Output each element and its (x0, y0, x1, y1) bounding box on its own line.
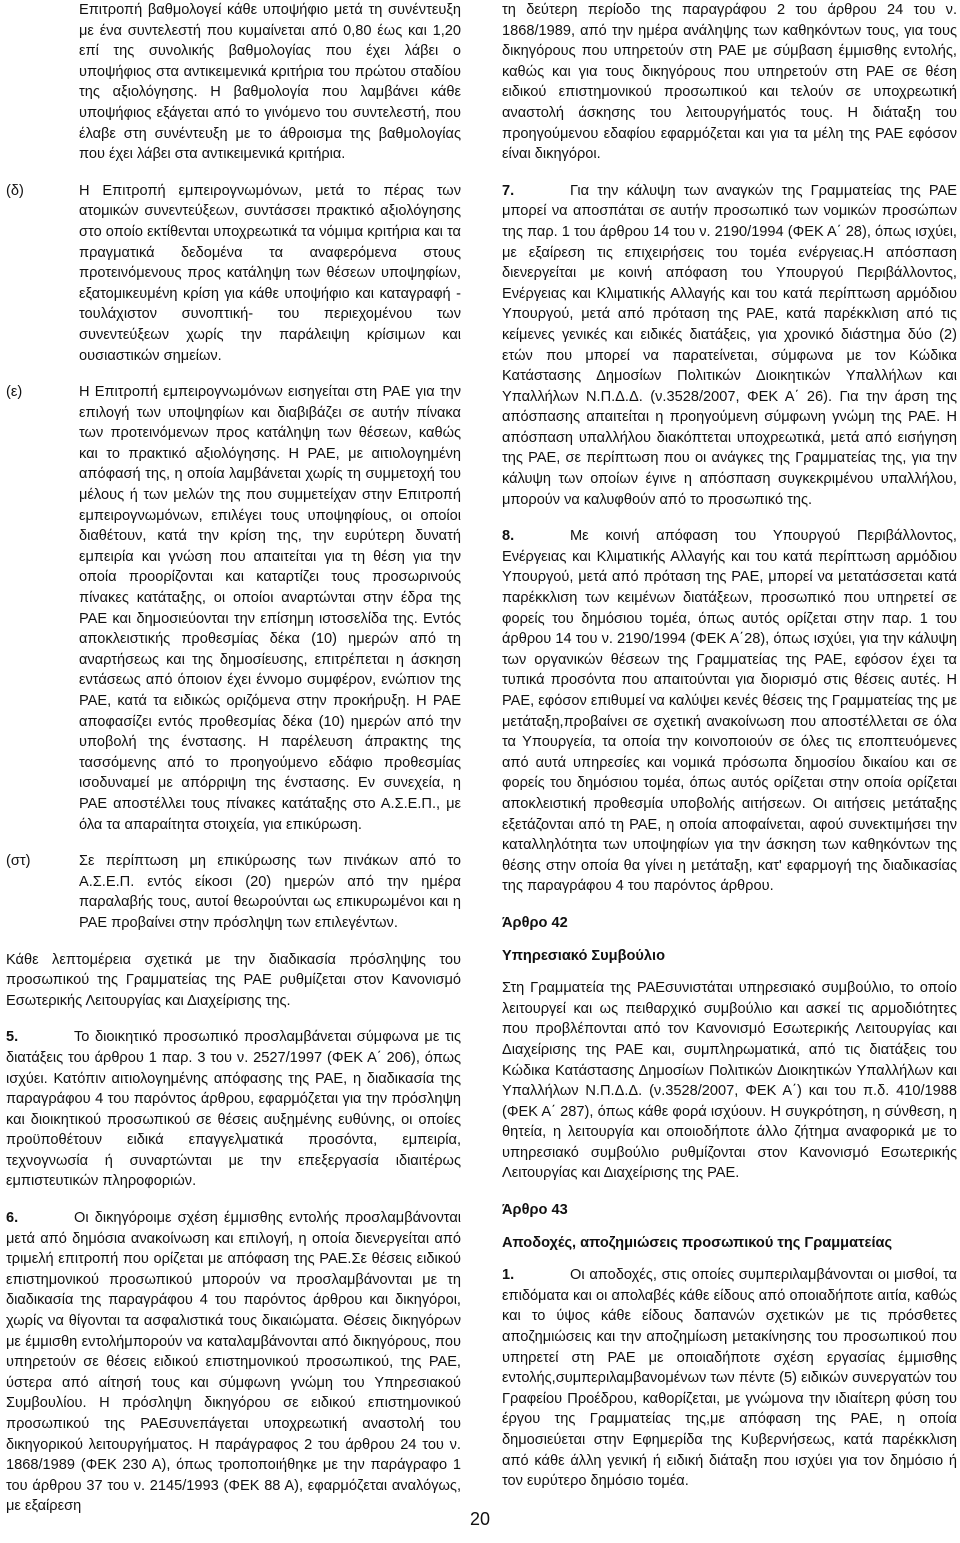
article-42-title: Άρθρο 42 (502, 914, 568, 931)
paragraph-number: 7. (502, 182, 515, 199)
list-item-text: Η Επιτροπή εμπειρογνωμόνων εισηγείται στη ΡΑΕ για την επιλογή των υποψηφίων και διαβιβάζει σε αυτήν πίνακα των προτεινόμενων προς κατάληψη των θέσεων, καθώς και το πρακτικό αξιολόγησης. Η ΡΑΕ, με αιτιολογημένη απόφασή της, η οποία λαμβάνεται χωρίς τη συμμετοχή του μέλους ή των μελών της που συμμετείχαν στην Επιτροπή εμπειρογνωμόνων, επιλέγει τους υποψηφίους, οι οποίοι διαθέτουν, κατά την κρίση της, την ευρύτερη δυνατή εμπειρία και γνώση που απαιτείται για τη θέση για την οποία προορίζονται και καταρτίζει τους προσωρινούς πίνακες κατάταξης, οι οποίοι αναρτώνται στην έδρα της ΡΑΕ και δημοσιεύονται την επίσημη ιστοσελίδα της. Εντός αποκλειστικής προθεσμίας δέκα (10) ημερών από τη αναρτήσεως και της δημοσίευσης, επιτρέπεται η άσκηση εντάσεως από όποιον έχει έννομο συμφέρον, ενώπιον της ΡΑΕ, κατά τα ειδικώς οριζόμενα στην προκήρυξη. Η ΡΑΕ αποφασίζει εντός προθεσμίας δέκα (10) ημερών από την υποβολή της ένστασης. Η παρέλευση άπρακτης της τασσόμενης από το προηγούμενο εδάφιο προθεσμίας ισοδυναμεί με απόρριψη της ένστασης. Εν συνεχεία, η ΡΑΕ αποστέλλει τους πίνακες κατάταξης στο Α.Σ.Ε.Π., με όλα τα απαραίτητα στοιχεία, για επικύρωση. (79, 384, 461, 833)
list-marker: (στ) (6, 853, 31, 870)
list-item-d (6, 181, 461, 366)
paragraph-5 (6, 1027, 461, 1192)
page-number: 20 (469, 1509, 491, 1529)
list-item-text: Σε περίπτωση μη επικύρωσης των πινάκων από το Α.Σ.Ε.Π. εντός είκοσι (20) ημερών από την ημέρα παραλαβής τους, αυτοί θεωρούνται ως επικυρωμένοι και η ΡΑΕ προβαίνει στην πρόσληψη των επιλεγέντων. (79, 853, 461, 931)
paragraph-number: 6. (6, 1210, 19, 1227)
paragraph-text: Οι δικηγόροιμε σχέση έμμισθης εντολής προσλαμβάνονται μετά από δημόσια ανακοίνωση και επιλογή, η οποία διενεργείται από τριμελή επιτροπή που ορίζεται με απόφαση της ΡΑΕ.Σε θέσεις ειδικού επιστημονικού προσωπικού μπορούν να προσλαμβάνονται με τη διαδικασία της παραγράφου 4 του παρόντος άρθρου και δικηγόροι, χωρίς να θίγονται τα ασφαλιστικά τους δικαιώματα. Θέσεις δικηγόρων με έμμισθη εντολήμπορούν να καταλαμβάνονται από δικηγόρους, που υπηρετούν σε θέσεις ειδικού επιστημονικού προσωπικού, της ΡΑΕ, ύστερα από αίτησή τους και σύμφωνη γνώμη του Υπηρεσιακού Συμβουλίου. Η πρόσληψη δικηγόρου σε ειδικού επιστημονικού προσωπικού της ΡΑΕσυνεπάγεται υποχρεωτική αναστολή του δικηγορικού λειτουργήματος. Η παράγραφος 2 του άρθρου 24 του ν. 1868/1989 (ΦΕΚ 230 Α), όπως τροποποιήθηκε με την παράγραφο 1 του άρθρου 37 του ν. 2145/1993 (ΦΕΚ 88 Α), εφαρμόζεται αναλόγως, με εξαίρεση (6, 1210, 461, 1515)
list-marker: (ε) (6, 384, 23, 401)
paragraph-number: 5. (6, 1029, 19, 1046)
article-42-text: Στη Γραμματεία της ΡΑΕσυνιστάται υπηρεσιακό συμβούλιο, το οποίο λειτουργεί και ως πειθαρχικό συμβούλιο και ασκεί τις αρμοδιότητες που προβλέπονται από τον Κανονισμό Εσωτερικής Λειτουργίας και Διαχείρισης της ΡΑΕ και, συμπληρωματικά, από τις διατάξεις του Κώδικα Κατάστασης Δημοσίων Πολιτικών Διοικητικών Υπαλλήλων και Υπαλλήλων Ν.Π.Δ.Δ. (ν.3528/2007, ΦΕΚ Α΄) και του π.δ. 410/1988 (ΦΕΚ Α΄ 287), όπως κάθε φορά ισχύουν. Η συγκρότηση, η σύνθεση, η θητεία, η λειτουργία και οποιοδήποτε άλλο ζήτημα αναφορικά με το υπηρεσιακό συμβούλιο ρυθμίζονται στον Κανονισμό Εσωτερικής Λειτουργίας και Διαχείρισης της ΡΑΕ. (502, 980, 957, 1182)
article-43-title: Άρθρο 43 (502, 1202, 568, 1219)
paragraph-text: Οι αποδοχές, στις οποίες συμπεριλαμβάνονται οι μισθοί, τα επιδόματα και οι απολαβές κάθε είδους από οποιαδήποτε αιτία, καθώς και το ύψος κάθε είδους δαπανών σχετικών με τις πρόσθετες αποζημιώσεις και την αποζημίωση μετακίνησης του προσωπικού που υπηρετεί στη ΡΑΕ με οποιαδήποτε σχέση εργασίας έμμισθης εντολής,συμπεριλαμβανομένων των πέντε (5) ειδικών συνεργατών του Γραφείου Προέδρου, καθορίζεται, με γνώμονα την ιδιαίτερη φύση του έργου της Γραμματείας της,με απόφαση της ΡΑΕ, η οποία δημοσιεύεται στην Εφημερίδα της Κυβερνήσεως, κατά παρέκκλιση από κάθε άλλη γενική ή ειδική διάταξη που ισχύει για τον δημόσιο ή τον ευρύτερο δημόσιο τομέα. (502, 1267, 957, 1490)
paragraph-closing: Κάθε λεπτομέρεια σχετικά με την διαδικασία πρόσληψης του προσωπικού της Γραμματείας της ΡΑΕ ρυθμίζεται στον Κανονισμό Εσωτερικής Λειτουργίας και Διαχείρισης της. (6, 951, 461, 1009)
paragraph-text: Για την κάλυψη των αναγκών της Γραμματείας της ΡΑΕ μπορεί να αποσπάται σε αυτήν προσωπικό των νομικών προσώπων της παρ. 1 του άρθρου 14 του ν. 2190/1994 (ΦΕΚ Α΄ 28), όπως ισχύει, με εξαίρεση τις επιχειρήσεις του τομέα ενέργειας.Η απόσπαση διενεργείται με κοινή απόφαση του Υπουργού Περιβάλλοντος, Ενέργειας και Κλιματικής Αλλαγής και του κατά περίπτωση αρμόδιου Υπουργού, μετά από πρόταση της ΡΑΕ, κατά παρέκκλιση από τις κείμενες γενικές και ειδικές διατάξεις, για χρονικό διάστημα δύο (2) ετών που μπορεί να παρατείνεται, σύμφωνα με τον Κώδικα Κατάστασης Δημοσίων Πολιτικών Διοικητικών Υπαλλήλων και Υπαλλήλων Ν.Π.Δ.Δ. (ν.3528/2007, ΦΕΚ Α΄ 26). Για την άρση της απόσπασης απαιτείται η προηγούμενη σύμφωνη γνώμη της ΡΑΕ. Η απόσπαση υπαλλήλου διακόπτεται υποχρεωτικά, μετά από εισήγηση της ΡΑΕ, σε περίπτωση που οι ανάγκες της Γραμματείας της, για την κάλυψη των οποίων έγινε η απόσπαση συγκεκριμένου υπαλλήλου, μπορούν να καλυφθούν από το προσωπικό της. (502, 182, 957, 508)
article-42-subtitle: Υπηρεσιακό Συμβούλιο (502, 947, 665, 964)
paragraph-6 (6, 1208, 461, 1517)
article-43-paragraph-1 (502, 1265, 957, 1492)
right-column (502, 0, 957, 1492)
left-column (6, 0, 461, 1517)
paragraph-text: Το διοικητικό προσωπικό προσλαμβάνεται σύμφωνα με τις διατάξεις του άρθρου 1 παρ. 3 του ν. 2527/1997 (ΦΕΚ Α΄ 206), όπως ισχύει. Κατόπιν αιτιολογημένης απόφασης της ΡΑΕ, η διαδικασία της παραγράφου 4 του παρόντος άρθρου, εφαρμόζεται για την πρόσληψη και διοικητικού προσωπικού σε θέσεις αυξημένης ευθύνης, οι οποίες προϋποθέτουν ειδικά επαγγελματικά προσόντα, εμπειρία, τεχνογνωσία ή συναρτώνται με την επεξεργασία ιδιαιτέρως εμπιστευτικών πληροφοριών. (6, 1029, 461, 1190)
paragraph-7 (502, 181, 957, 511)
paragraph-jury-scoring: Επιτροπή βαθμολογεί κάθε υποψήφιο μετά τη συνέντευξη με ένα συντελεστή που κυμαίνεται από 0,80 έως και 1,20 επί της συνολικής βαθμολογίας που έχει λάβει ο υποψήφιος στα αντικειμενικά κριτήρια του πρώτου σταδίου της αξιολόγησης. Η βαθμολογία που λαμβάνει κάθε υποψήφιος εξάγεται από το γινόμενο του συντελεστή, που έλαβε στη συνέντευξη με το άθροισμα της βαθμολογίας που έχει λάβει στα αντικειμενικά κριτήρια. (79, 2, 461, 163)
list-item-st (6, 851, 461, 933)
list-item-text: Η Επιτροπή εμπειρογνωμόνων, μετά το πέρας των ατομικών συνεντεύξεων, συντάσσει πρακτικό αξιολόγησης στο οποίο εκτίθενται υποχρεωτικά τα νόμιμα κριτήρια και τα πραγματικά δεδομένα τα αναφερόμενα στους προτεινόμενους προς κατάληψη των θέσεων υποψηφίων, εξατομικευμένη κρίση για κάθε υποψήφιο και καταγραφή - τουλάχιστον συνοπτική- του περιεχομένου των συνεντεύξεων χωρίς την παράλειψη κρίσιμων και ουσιαστικών σημείων. (79, 182, 461, 364)
list-item-e (6, 382, 461, 835)
paragraph-continuation: τη δεύτερη περίοδο της παραγράφου 2 του άρθρου 24 του ν. 1868/1989, από την ημέρα ανάληψης των καθηκόντων τους, για τους δικηγόρους που υπηρετούν στη ΡΑΕ με σύμβαση έμμισθης εντολής, καθώς και για τους δικηγόρους που υπηρετούν στη ΡΑΕ σε θέση ειδικού επιστημονικού προσωπικού και τελούν σε υποχρεωτική αναστολή άσκησης του λειτουργήματός τους. Η διάταξη του προηγούμενου εδαφίου εφαρμόζεται και για τα μέλη της ΡΑΕ εφόσον είναι δικηγόροι. (502, 2, 957, 163)
paragraph-number: 1. (502, 1267, 515, 1284)
paragraph-number: 8. (502, 528, 515, 545)
article-43-subtitle: Αποδοχές, αποζημιώσεις προσωπικού της Γραμματείας (502, 1234, 893, 1251)
paragraph-text: Με κοινή απόφαση του Υπουργού Περιβάλλοντος, Ενέργειας και Κλιματικής Αλλαγής και του κατά περίπτωση αρμόδιου Υπουργού, μετά από πρόταση της ΡΑΕ, μπορεί να μετατάσσεται κατά παρέκκλιση των κειμένων διατάξεων, προσωπικό που υπηρετεί σε φορείς του δημόσιου τομέα, όπως αυτός ορίζεται στην παρ. 1 του άρθρου 14 του ν. 2190/1994 (ΦΕΚ Α΄28), όπως ισχύει, για την κάλυψη των οργανικών θέσεων της Γραμματείας της ΡΑΕ, εφόσον έχει τα τυπικά προσόντα που απαιτούνται για διορισμό στις θέσεις αυτές. Η ΡΑΕ, εφόσον επιθυμεί να καλύψει κενές θέσεις της Γραμματείας της με μετάταξη,προβαίνει σε σχετική ανακοίνωση που αποστέλλεται σε όλα τα Υπουργεία, τα οποία την κοινοποιούν σε όλες τις εποπτευόμενες από αυτά υπηρεσίες και νομικά πρόσωπα δημοσίου δικαίου και σε φορείς του δημόσιου τομέα, όπως αυτός ορίζεται στην οποία ορίζεται αποκλειστική προθεσμία υποβολής αιτήσεων. Οι αιτήσεις μετάταξης εξετάζονται από τη ΡΑΕ, η οποία αποφαίνεται, αφού συνεκτιμήσει την καταλληλότητα των υποψηφίων για την άσκηση των καθηκόντων της θέσης στην οποία θα γίνει η μετάταξη, κατ' εφαρμογή της διαδικασίας της παραγράφου 4 του παρόντος άρθρου. (502, 528, 957, 895)
list-marker: (δ) (6, 182, 24, 199)
paragraph-8 (502, 526, 957, 897)
